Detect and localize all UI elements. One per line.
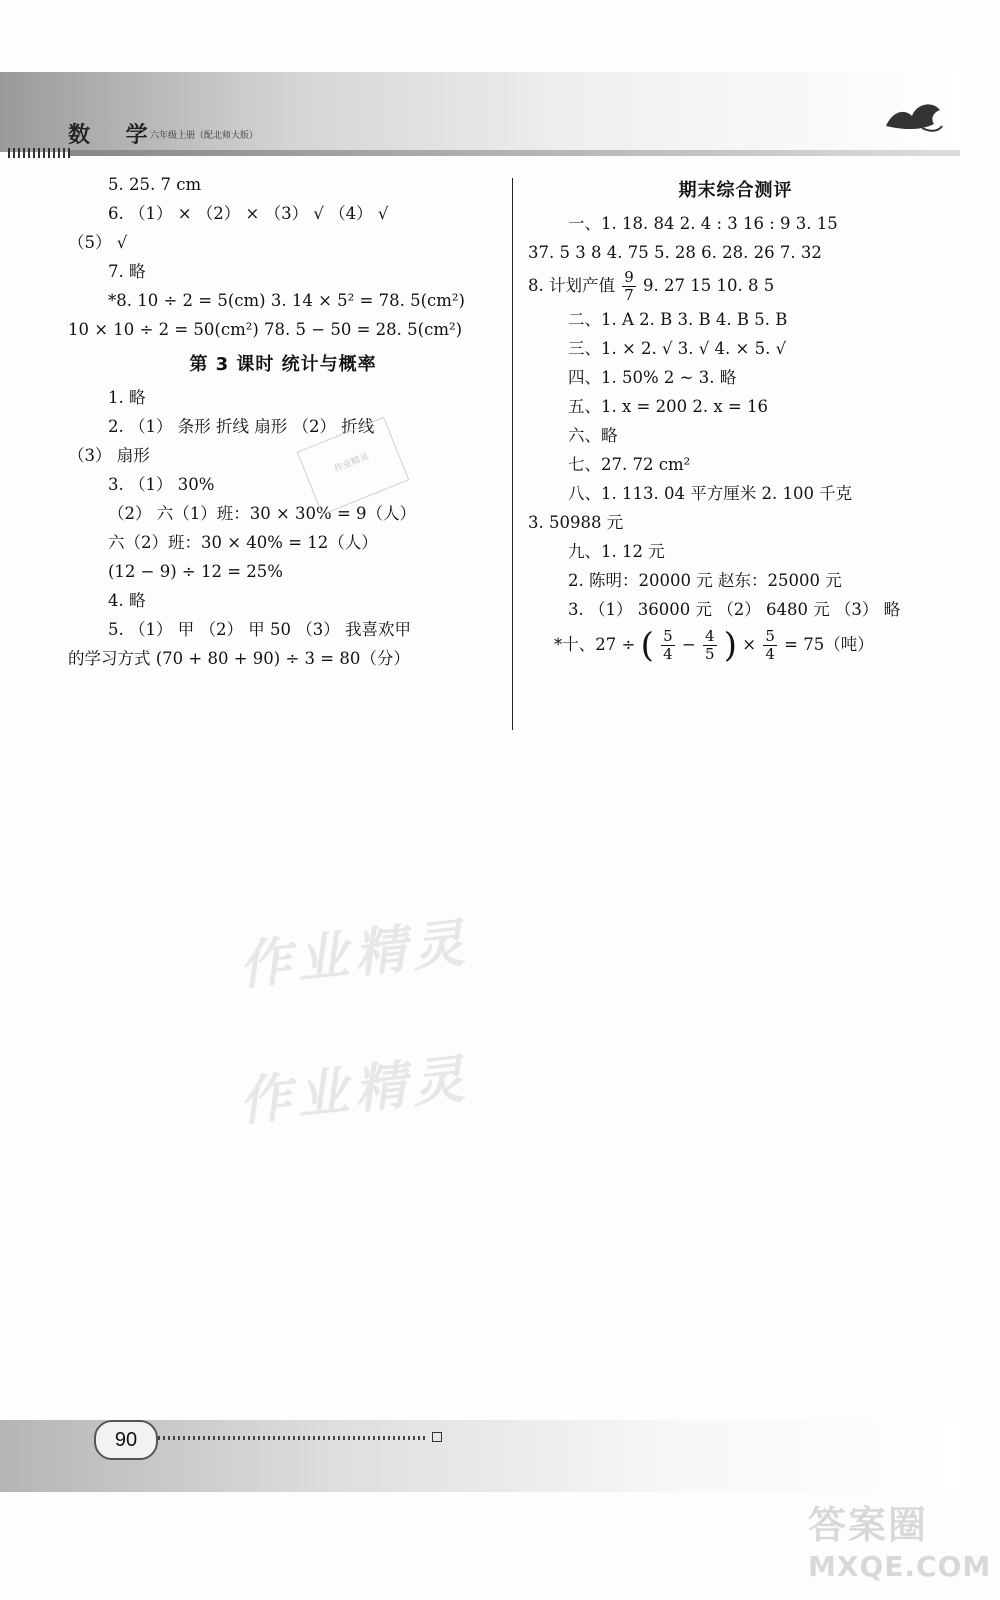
answer-line-fraction — [528, 267, 943, 305]
fraction-numerator: 4 — [704, 627, 715, 645]
footer-square-icon — [432, 1432, 442, 1442]
page-number: 90 — [94, 1420, 158, 1460]
answer-line: 七、27. 72 cm² — [568, 455, 691, 474]
answer-line: 1. 略 — [108, 388, 146, 407]
section-title: 期末综合测评 — [678, 180, 793, 201]
answer-line: 3. （1） 30% — [108, 475, 215, 494]
section-title: 第 3 课时 统计与概率 — [189, 354, 377, 375]
answer-line: 6. （1） × （2） × （3） √ （4） √ — [108, 204, 389, 223]
answer-line: 二、1. A 2. B 3. B 4. B 5. B — [568, 310, 788, 329]
watermark-text: 作业精灵 — [236, 913, 474, 997]
answer-line: （2） 六（1）班：30 × 30% = 9（人） — [108, 504, 417, 523]
answer-line: 八、1. 113. 04 平方厘米 2. 100 千克 — [568, 484, 853, 503]
site-url: MXQE.COM — [808, 1550, 992, 1583]
left-paren: ( — [640, 625, 654, 666]
site-logo: 答案圈 — [808, 1503, 929, 1547]
answer-line: 7. 略 — [108, 262, 146, 281]
stamp-text: 作业精灵 — [333, 451, 371, 475]
header-rule — [70, 150, 960, 156]
answer-line: 5. 25. 7 cm — [108, 175, 202, 194]
answer-line: 的学习方式 (70 + 80 + 90) ÷ 3 = 80（分） — [68, 649, 410, 668]
answer-line: *8. 10 ÷ 2 = 5(cm) 3. 14 × 5² = 78. 5(cm²) — [108, 291, 465, 310]
answer-line: 三、1. × 2. √ 3. √ 4. × 5. √ — [568, 339, 787, 358]
answer-line: （3） 扇形 — [68, 446, 150, 465]
left-column — [68, 170, 498, 673]
fraction-denominator: 4 — [765, 645, 775, 663]
grade-label: 六年级上册（配北师大版） — [150, 131, 259, 141]
right-column — [528, 170, 943, 666]
header-ticks — [8, 148, 70, 158]
fraction-numerator: 9 — [624, 268, 634, 286]
cloud-icon — [882, 98, 946, 138]
column-divider — [512, 178, 513, 730]
answer-line: 2. （1） 条形 折线 扇形 （2） 折线 — [108, 417, 375, 436]
answer-line: 37. 5 3 8 4. 75 5. 28 6. 28. 26 7. 32 — [528, 243, 822, 262]
fraction — [622, 269, 636, 304]
fraction-numerator: 5 — [765, 627, 775, 645]
answer-line: (12 − 9) ÷ 12 = 25% — [108, 562, 283, 581]
answer-line: 3. 50988 元 — [528, 513, 624, 532]
footer-dots — [158, 1436, 428, 1440]
fraction-numerator: 5 — [663, 627, 673, 645]
right-paren: ) — [723, 625, 738, 666]
operator: × — [742, 635, 757, 654]
fraction — [703, 628, 717, 663]
answer-text: *十、27 ÷ — [554, 635, 636, 654]
answer-line: 九、1. 12 元 — [568, 542, 665, 561]
watermark-text: 作业精灵 — [236, 1049, 474, 1133]
answer-line: 5. （1） 甲 （2） 甲 50 （3） 我喜欢甲 — [108, 620, 411, 639]
fraction-denominator: 4 — [663, 645, 673, 663]
fraction-denominator: 5 — [704, 645, 715, 663]
answer-line: 六（2）班：30 × 40% = 12（人） — [108, 533, 378, 552]
answer-line: 五、1. x = 200 2. x = 16 — [568, 397, 768, 416]
answer-line: 六、略 — [568, 426, 618, 445]
answer-line: 3. （1） 36000 元 （2） 6480 元 （3） 略 — [568, 600, 901, 619]
answer-text: 8. 计划产值 — [528, 276, 615, 295]
answer-line: （5） √ — [68, 233, 128, 252]
answer-text: 9. 27 15 10. 8 5 — [643, 276, 775, 295]
answer-line: 10 × 10 ÷ 2 = 50(cm²) 78. 5 − 50 = 28. 5(cm²) — [68, 320, 463, 339]
answer-line: 一、1. 18. 84 2. 4 : 3 16 : 9 3. 15 — [568, 214, 838, 233]
fraction-denominator: 7 — [624, 286, 634, 304]
fraction — [763, 628, 777, 663]
answer-line: 四、1. 50% 2 ~ 3. 略 — [568, 368, 737, 387]
answer-line: 2. 陈明：20000 元 赵东：25000 元 — [568, 571, 842, 590]
answer-text: = 75（吨） — [784, 635, 874, 654]
operator: − — [681, 635, 696, 654]
answer-line-fraction — [528, 624, 943, 666]
fraction — [661, 628, 675, 663]
answer-line: 4. 略 — [108, 591, 146, 610]
subject-title: 数 学 — [68, 122, 162, 148]
